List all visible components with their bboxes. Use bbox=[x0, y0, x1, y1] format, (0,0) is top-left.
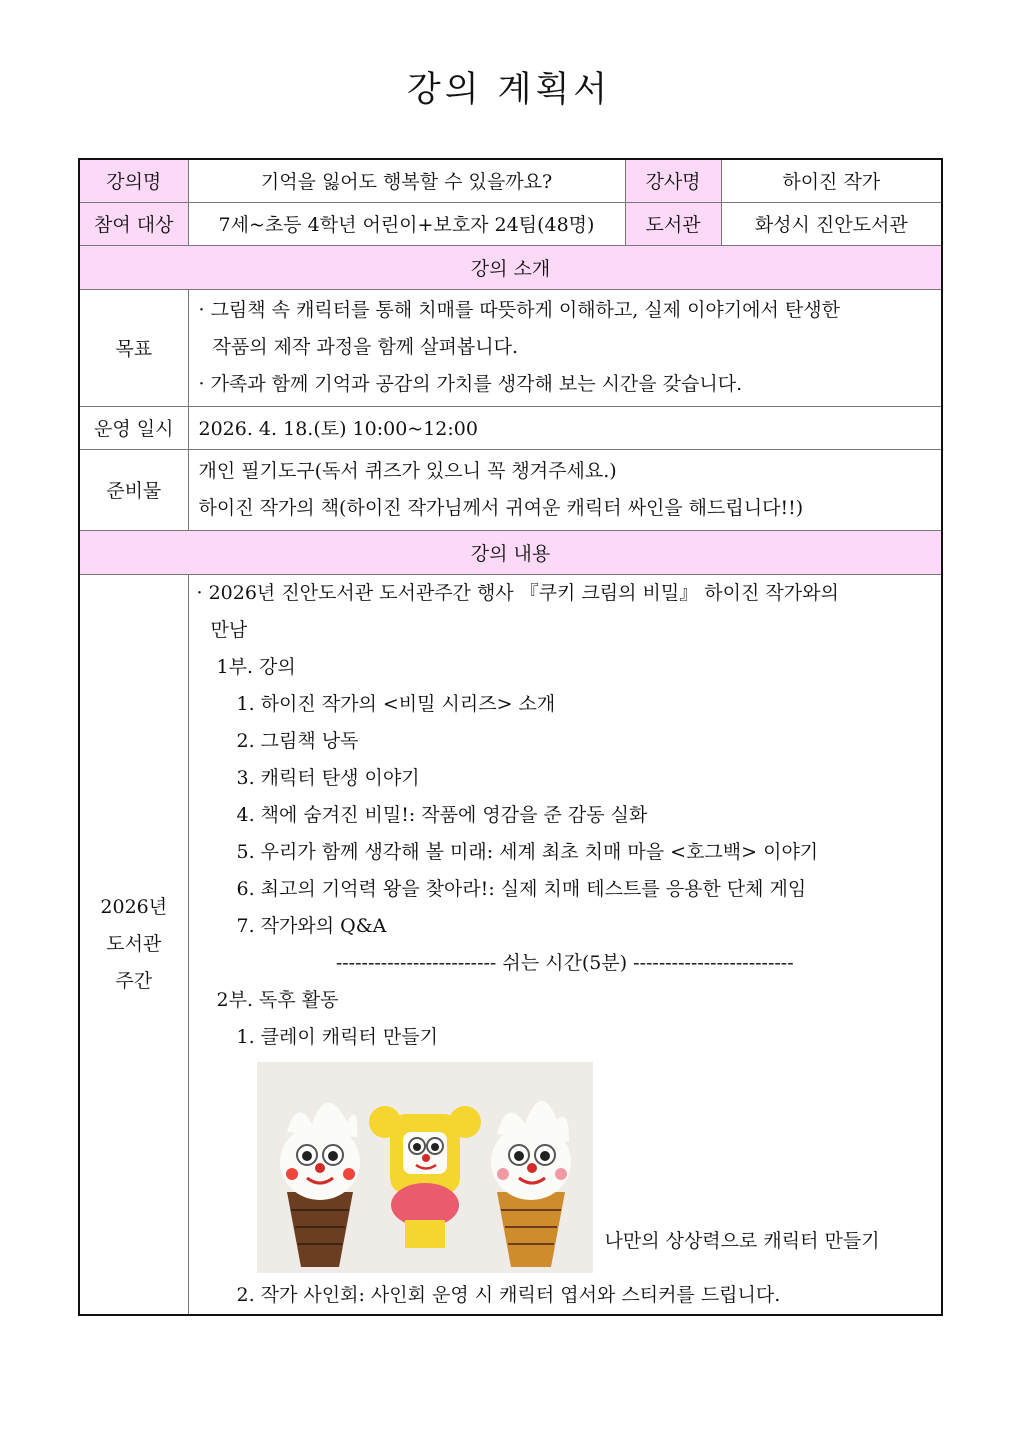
supplies-text bbox=[188, 449, 942, 530]
label-library-week-line1: 2026년 bbox=[100, 895, 168, 918]
part1-item-1: 1. 하이진 작가의 <비밀 시리즈> 소개 bbox=[236, 692, 556, 715]
part1-item-4: 4. 책에 숨겨진 비밀!: 작품에 영감을 준 감동 실화 bbox=[236, 803, 648, 826]
target-audience: 7세~초등 4학년 어린이+보호자 24팀(48명) bbox=[188, 202, 625, 245]
goal-line-2: · 가족과 함께 기억과 공감의 가치를 생각해 보는 시간을 갖습니다. bbox=[198, 373, 743, 395]
row-goal bbox=[79, 289, 942, 406]
lecture-name: 기억을 잃어도 행복할 수 있을까요? bbox=[188, 159, 625, 202]
row-content bbox=[79, 574, 942, 1315]
part1-item-7: 7. 작가와의 Q&A bbox=[236, 914, 387, 937]
break-divider: ------------------------- 쉬는 시간(5분) ------------------------- bbox=[335, 951, 794, 974]
row-lecture-name bbox=[79, 159, 942, 202]
clay-photo-row bbox=[257, 1062, 934, 1273]
teacher-name: 하이진 작가 bbox=[721, 159, 942, 202]
goal-line-1b: 작품의 제작 과정을 함께 살펴봅니다. bbox=[212, 336, 519, 358]
label-library: 도서관 bbox=[625, 202, 721, 245]
section-heading-intro: 강의 소개 bbox=[79, 245, 942, 289]
row-section-intro bbox=[79, 245, 942, 289]
label-teacher: 강사명 bbox=[625, 159, 721, 202]
row-supplies bbox=[79, 449, 942, 530]
content-body bbox=[188, 574, 942, 1315]
clay-characters-illustration bbox=[257, 1062, 593, 1273]
label-library-week-line3: 주간 bbox=[115, 969, 153, 992]
goal-text bbox=[188, 289, 942, 406]
label-supplies: 준비물 bbox=[79, 449, 188, 530]
schedule-value: 2026. 4. 18.(토) 10:00~12:00 bbox=[188, 406, 942, 449]
row-section-content bbox=[79, 530, 942, 574]
label-lecture-name: 강의명 bbox=[79, 159, 188, 202]
lecture-plan-table bbox=[78, 158, 943, 1316]
library-name: 화성시 진안도서관 bbox=[721, 202, 942, 245]
part1-item-3: 3. 캐릭터 탄생 이야기 bbox=[236, 766, 420, 789]
part1-heading: 1부. 강의 bbox=[216, 655, 296, 678]
part2-heading: 2부. 독후 활동 bbox=[216, 988, 339, 1011]
part1-item-5: 5. 우리가 함께 생각해 볼 미래: 세계 최초 치매 마을 <호그백> 이야기 bbox=[236, 840, 819, 863]
label-goal: 목표 bbox=[79, 289, 188, 406]
part2-item-2: 2. 작가 사인회: 사인회 운영 시 캐릭터 엽서와 스티커를 드립니다. bbox=[236, 1283, 781, 1306]
section-heading-content: 강의 내용 bbox=[79, 530, 942, 574]
label-schedule: 운영 일시 bbox=[79, 406, 188, 449]
part2-item-1: 1. 클레이 캐릭터 만들기 bbox=[236, 1025, 438, 1048]
content-intro-b: 만남 bbox=[210, 618, 248, 641]
row-schedule bbox=[79, 406, 942, 449]
label-library-week bbox=[79, 574, 188, 1315]
supplies-line-1: 개인 필기도구(독서 퀴즈가 있으니 꼭 챙겨주세요.) bbox=[198, 459, 617, 482]
content-intro-a: · 2026년 진안도서관 도서관주간 행사 『쿠키 크림의 비밀』 하이진 작가와의 bbox=[196, 581, 839, 604]
part1-item-6: 6. 최고의 기억력 왕을 찾아라!: 실제 치매 테스트를 응용한 단체 게임 bbox=[236, 877, 807, 900]
label-target: 참여 대상 bbox=[79, 202, 188, 245]
supplies-line-2: 하이진 작가의 책(하이진 작가님께서 귀여운 캐릭터 싸인을 해드립니다!!) bbox=[198, 496, 804, 519]
photo-caption: 나만의 상상력으로 캐릭터 만들기 bbox=[604, 1229, 880, 1252]
page-title: 강의 계획서 bbox=[406, 70, 612, 110]
clay-characters-photo bbox=[257, 1062, 593, 1273]
goal-line-1a: · 그림책 속 캐릭터를 통해 치매를 따뜻하게 이해하고, 실제 이야기에서 탄생한 bbox=[198, 299, 840, 321]
part1-item-2: 2. 그림책 낭독 bbox=[236, 729, 359, 752]
row-target bbox=[79, 202, 942, 245]
label-library-week-line2: 도서관 bbox=[106, 932, 162, 955]
